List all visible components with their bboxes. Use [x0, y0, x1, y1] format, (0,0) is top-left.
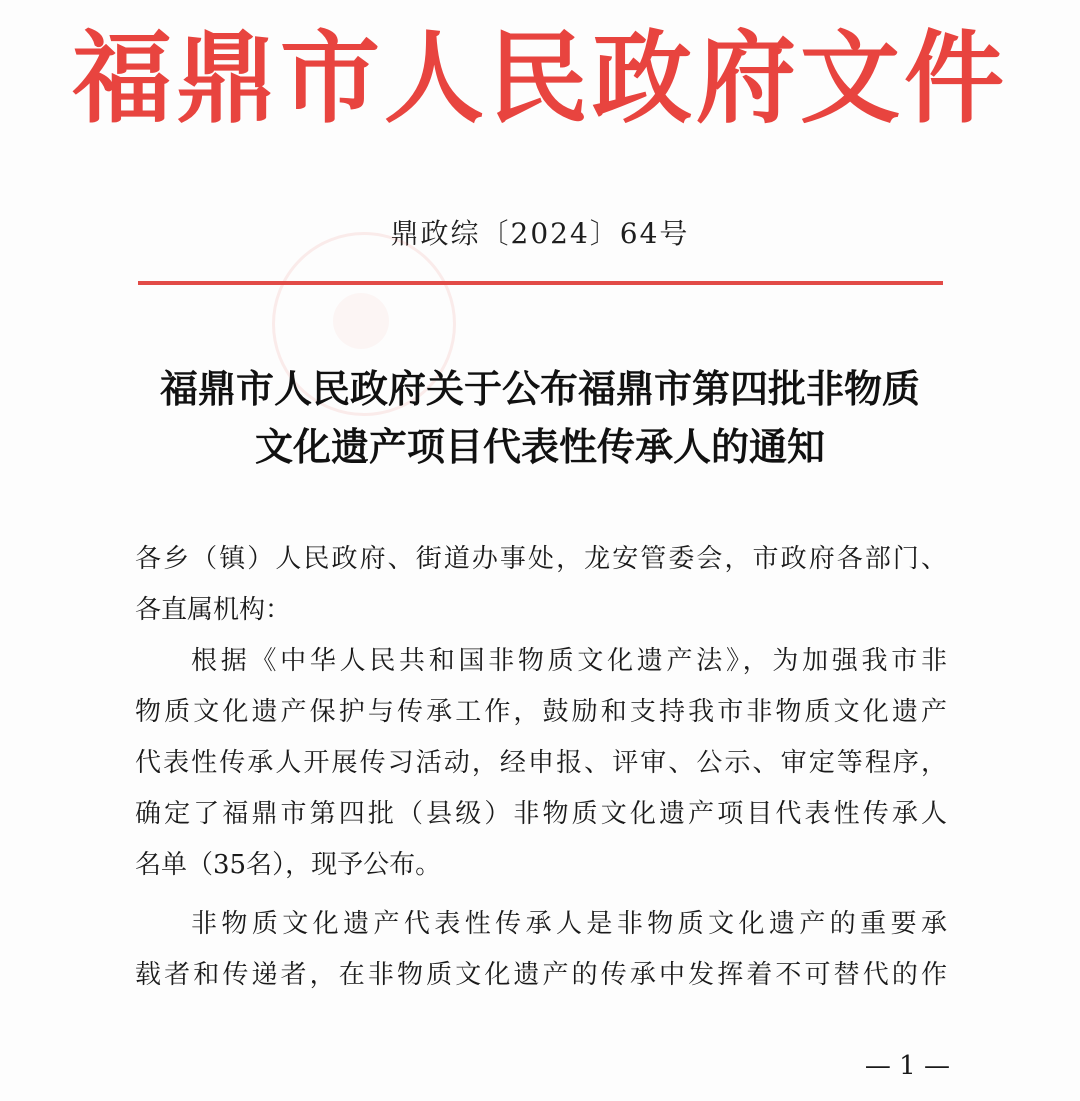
paragraph-line: 代表性传承人开展传习活动，经申报、评审、公示、审定等程序，: [135, 748, 947, 778]
page-number: — 1 —: [864, 1051, 950, 1081]
title-line: 福鼎市人民政府关于公布福鼎市第四批非物质: [159, 366, 920, 411]
document-body: [135, 534, 947, 1001]
document-number: 鼎政综〔2024〕64号: [390, 217, 690, 250]
paragraph-line: 根据《中华人民共和国非物质文化遗产法》，为加强我市非: [191, 646, 947, 676]
addressee-line: 各乡（镇）人民政府、街道办事处，龙安管委会，市政府各部门、: [135, 544, 947, 574]
addressee-line: 各直属机构：: [135, 595, 292, 625]
paragraph-line: 确定了福鼎市第四批（县级）非物质文化遗产项目代表性传承人: [135, 799, 947, 829]
paragraph-line: 载者和传递者，在非物质文化遗产的传承中发挥着不可替代的作: [135, 960, 947, 990]
paragraph-line: 物质文化遗产保护与传承工作，鼓励和支持我市非物质文化遗产: [135, 697, 947, 727]
paragraph-line: 非物质文化遗产代表性传承人是非物质文化遗产的重要承: [191, 909, 947, 939]
masthead: 福鼎市人民政府文件: [72, 19, 1008, 137]
paragraph-line: 名单（35名），现予公布。: [135, 850, 442, 880]
title-line: 文化遗产项目代表性传承人的通知: [254, 424, 825, 469]
red-divider-rule: [138, 281, 943, 285]
document-title: [100, 360, 980, 476]
